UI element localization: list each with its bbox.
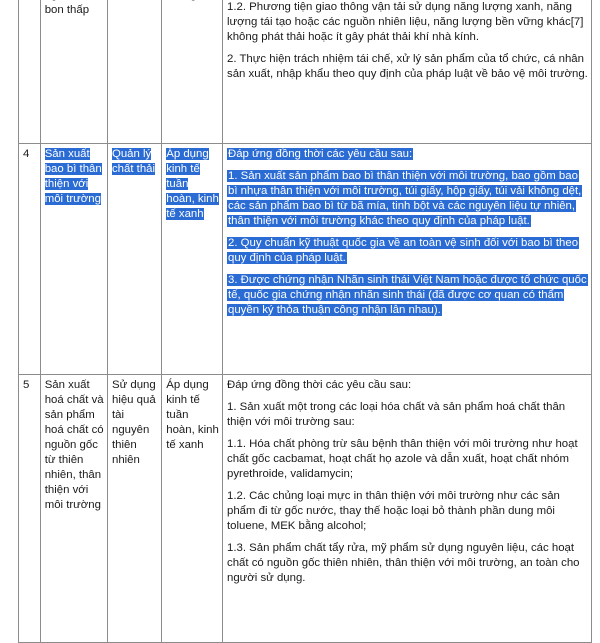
requirement-paragraph: 1.2. Các chủng loại mực in thân thiện với môi trường như các sản phẩm đi từ gốc nước, thay thế hoặc loại bỏ thành phần dung môi toluene, MEK bằng alcohol; [227, 490, 560, 532]
requirements-cell [223, 375, 592, 643]
sector-name: Sản xuất hoá chất và sản phẩm hoá chất có nguồn gốc từ thiên nhiên, thân thiện với môi trường [40, 375, 107, 643]
table-row [19, 0, 592, 144]
sector-name [40, 0, 107, 144]
requirement-paragraph: 1.3. Sản phẩm chất tẩy rửa, mỹ phẩm sử dụng nguyên liệu, các hoạt chất có nguồn gốc thiên nhiên, thân thiện với môi trường, an toàn cho người sử dụng. [227, 542, 580, 584]
requirements-cell[interactable] [223, 144, 592, 375]
requirement-paragraph: 1.1. Hóa chất phòng trừ sâu bệnh thân thiện với môi trường như hoạt chất gốc cacbamat, hoạt chất họ azole và dẫn xuất, hoạt chất nhóm pyrethroide, validamycin; [227, 438, 578, 480]
row-number: 4 [19, 144, 41, 375]
table-row [19, 375, 592, 643]
row-number [19, 0, 41, 144]
sector-name-text: bon thấp [44, 4, 90, 16]
sector-name-text: Sản xuất bao bì thân thiện với môi trường [44, 148, 102, 205]
criteria-text: Quản lý chất thải [111, 148, 156, 175]
criteria-cell: Sử dụng hiệu quả tài nguyên thiên nhiên [107, 375, 161, 643]
requirement-paragraph: 1. Sản xuất sản phẩm bao bì thân thiện với môi trường, bao gồm bao bì nhựa thân thiện với môi trường, túi giấy, hộp giấy, túi vải không dệt, các sản phẩm bao bì từ bã mía, tinh bột và các nguyên liệu tự nhiên, thân thiện với môi trường khác theo quy định của pháp luật. [228, 170, 582, 227]
table-row [19, 144, 592, 375]
requirement-paragraph: Đáp ứng đồng thời các yêu cầu sau: [227, 379, 412, 391]
criteria-cell [107, 0, 161, 144]
method-cell [162, 0, 223, 144]
requirement-paragraph: 2. Thực hiện trách nhiệm tái chế, xử lý sản phẩm của tổ chức, cá nhân sản xuất, nhập khẩu theo quy định của pháp luật về bảo vệ môi trường. [227, 53, 588, 80]
requirement-paragraph: 1.2. Phương tiện giao thông vận tải sử dụng năng lượng xanh, năng lượng tái tạo hoặc các nguồn nhiên liệu, năng lượng bền vững khác[7] không phát thải hoặc ít gây phát thải khí nhà kính. [227, 1, 584, 43]
requirement-paragraph: Đáp ứng đồng thời các yêu cầu sau: [228, 148, 413, 160]
requirements-cell [223, 0, 592, 144]
method-text [166, 0, 219, 3]
method-cell: Áp dụng kinh tế tuần hoàn, kinh tế xanh [162, 375, 223, 643]
sector-name[interactable] [40, 144, 107, 375]
method-cell[interactable] [162, 144, 223, 375]
requirement-paragraph: 3. Được chứng nhận Nhãn sinh thái Việt Nam hoặc được tổ chức quốc tế, quốc gia chứng nhận nhãn sinh thái (đã được cơ quan có thẩm quyền ký thỏa thuận công nhận lẫn nhau). [228, 274, 587, 316]
criteria-cell[interactable] [107, 144, 161, 375]
requirement-paragraph: 2. Quy chuẩn kỹ thuật quốc gia về an toàn vệ sinh đối với bao bì theo quy định của pháp luật. [228, 237, 579, 264]
requirement-paragraph: 1. Sản xuất một trong các loại hóa chất và sản phẩm hoá chất thân thiện với môi trường sau: [227, 401, 566, 428]
method-text: Áp dụng kinh tế tuần hoàn, kinh tế xanh [166, 148, 219, 220]
row-number: 5 [19, 375, 41, 643]
regulation-table [18, 0, 592, 643]
